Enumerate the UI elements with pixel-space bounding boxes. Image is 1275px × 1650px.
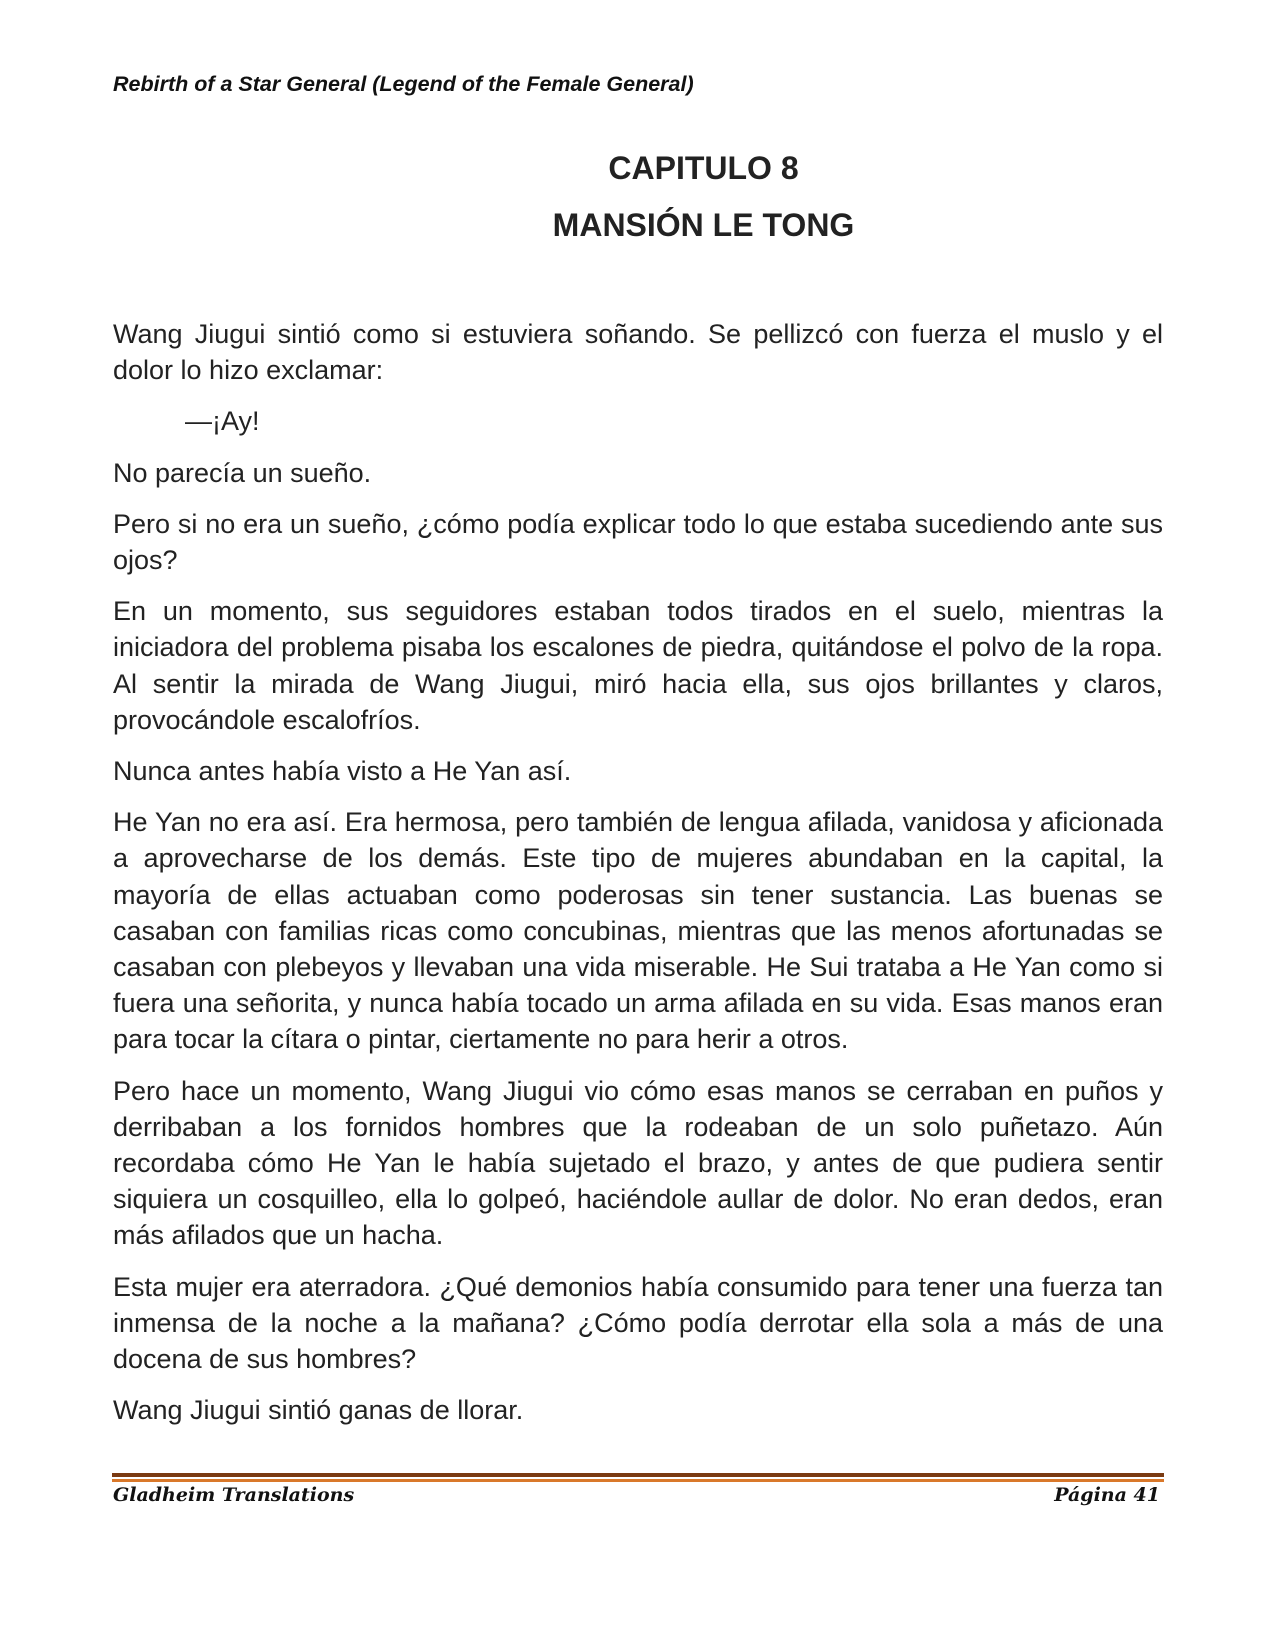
running-header: Rebirth of a Star General (Legend of the Female General) (113, 72, 694, 96)
paragraph: Wang Jiugui sintió ganas de llorar. (113, 1395, 524, 1426)
paragraph: Pero si no era un sueño, ¿cómo podía explicar todo lo que estaba sucediendo ante sus ojos? (113, 508, 1163, 576)
chapter-body (113, 316, 1163, 1443)
paragraph: Esta mujer era aterradora. ¿Qué demonios había consumido para tener una fuerza tan inmensa de la noche a la mañana? ¿Cómo podía derrotar ella sola a más de una docena de sus hombres? (113, 1271, 1163, 1375)
chapter-number: CAPITULO 8 (608, 150, 799, 186)
chapter-title: MANSIÓN LE TONG (552, 207, 855, 243)
footer-page-number: Página 41 (1054, 1484, 1160, 1506)
paragraph: En un momento, sus seguidores estaban todos tirados en el suelo, mientras la iniciadora del problema pisaba los escalones de piedra, quitándose el polvo de la ropa. Al sentir la mirada de Wang Jiugui, miró hacia ella, sus ojos brillantes y claros, provocándole escalofríos. (113, 596, 1163, 735)
paragraph: No parecía un sueño. (113, 457, 372, 488)
paragraph: Wang Jiugui sintió como si estuviera soñando. Se pellizcó con fuerza el muslo y el dolor lo hizo exclamar: (113, 319, 1163, 386)
paragraph: Pero hace un momento, Wang Jiugui vio cómo esas manos se cerraban en puños y derribaban a los fornidos hombres que la rodeaban de un solo puñetazo. Aún recordaba cómo He Yan le había sujetado el brazo, y antes de que pudiera sentir siquiera un cosquilleo, ella lo golpeó, haciéndole aullar de dolor. No eran dedos, eran más afilados que un hacha. (113, 1075, 1163, 1251)
footer-divider (112, 1473, 1164, 1482)
paragraph: He Yan no era así. Era hermosa, pero también de lengua afilada, vanidosa y aficionada a aprovecharse de los demás. Este tipo de mujeres abundaban en la capital, la mayoría de ellas actuaban como poderosas sin tener sustancia. Las buenas se casaban con familias ricas como concubinas, mientras que las menos afortunadas se casaban con plebeyos y llevaban una vida miserable. He Sui trataba a He Yan como si fuera una señorita, y nunca había tocado un arma afilada en su vida. Esas manos eran para tocar la cítara o pintar, ciertamente no para herir a otros. (113, 807, 1163, 1055)
footer-publisher: Gladheim Translations (113, 1484, 355, 1506)
dialogue-line: —¡Ay! (185, 406, 260, 437)
paragraph: Nunca antes había visto a He Yan así. (113, 756, 572, 787)
footer-divider-thin (112, 1479, 1164, 1482)
